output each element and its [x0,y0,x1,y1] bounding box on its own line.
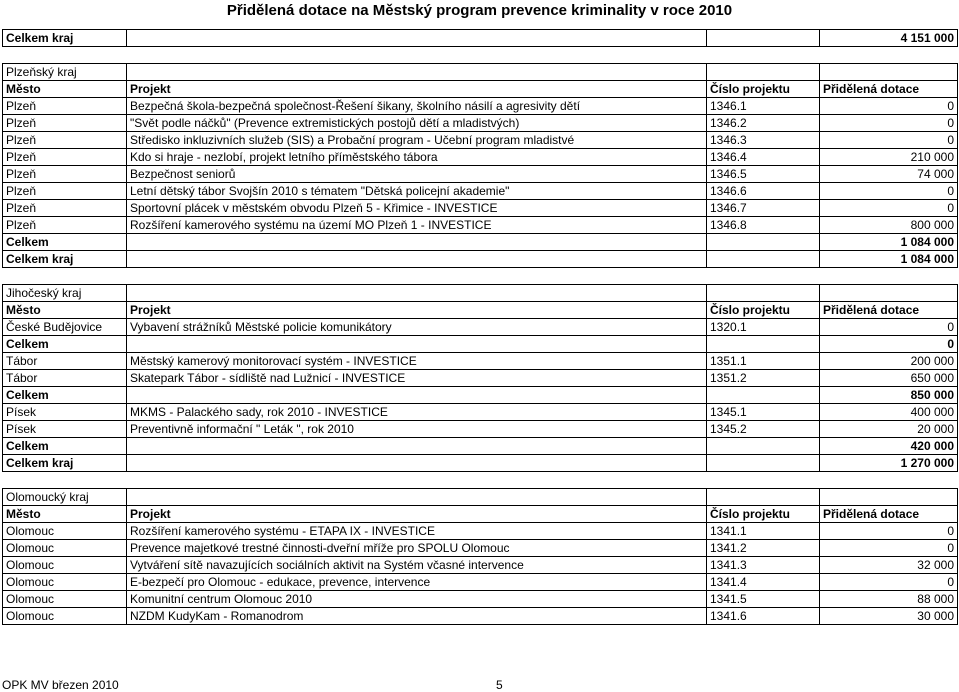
table-row [3,183,958,200]
project-cell: Rozšíření kamerového systému - ETAPA IX - INVESTICE [127,523,707,540]
number-cell: 1346.2 [707,115,820,132]
number-cell: 1345.2 [707,421,820,438]
project-cell: Preventivně informační " Leták ", rok 2010 [127,421,707,438]
table-row [3,608,958,625]
table-row [3,421,958,438]
city-total-label: Celkem [3,387,127,404]
table-row [3,574,958,591]
number-cell: 1341.1 [707,523,820,540]
city-cell: Olomouc [3,574,127,591]
region-name: Jihočeský kraj [3,285,127,302]
region-row-olomoucky [3,489,958,506]
table-row [3,353,958,370]
table-row [3,132,958,149]
project-cell: Komunitní centrum Olomouc 2010 [127,591,707,608]
city-total-label: Celkem [3,336,127,353]
amount-cell: 74 000 [820,166,958,183]
number-cell: 1351.1 [707,353,820,370]
region-total-label: Celkem kraj [3,455,127,472]
footer-source: OPK MV březen 2010 [2,678,119,692]
city-cell: Olomouc [3,557,127,574]
region-row-jihocesky [3,285,958,302]
table-row [3,98,958,115]
amount-cell: 0 [820,319,958,336]
project-cell: Prevence majetkové trestné činnosti-dveřní mříže pro SPOLU Olomouc [127,540,707,557]
project-cell: NZDM KudyKam - Romanodrom [127,608,707,625]
city-cell: Olomouc [3,591,127,608]
number-cell: 1320.1 [707,319,820,336]
col-number: Číslo projektu [707,81,820,98]
column-header-row [3,506,958,523]
table-row [3,523,958,540]
region-total-amount: 1 270 000 [820,455,958,472]
table-row [3,540,958,557]
number-cell: 1345.1 [707,404,820,421]
amount-cell: 30 000 [820,608,958,625]
city-cell: Olomouc [3,540,127,557]
col-city: Město [3,506,127,523]
amount-cell: 88 000 [820,591,958,608]
grant-table [2,29,958,625]
city-cell: Plzeň [3,132,127,149]
city-cell: České Budějovice [3,319,127,336]
city-cell: Plzeň [3,183,127,200]
col-project: Projekt [127,506,707,523]
col-amount: Přidělená dotace [820,302,958,319]
table-row [3,149,958,166]
project-cell: Rozšíření kamerového systému na území MO Plzeň 1 - INVESTICE [127,217,707,234]
city-total-amount: 0 [820,336,958,353]
city-cell: Plzeň [3,200,127,217]
number-cell: 1346.1 [707,98,820,115]
table-row [3,370,958,387]
amount-cell: 0 [820,523,958,540]
table-row [3,557,958,574]
table-row [3,217,958,234]
number-cell: 1341.5 [707,591,820,608]
city-total-amount: 850 000 [820,387,958,404]
table-row [3,404,958,421]
col-city: Město [3,81,127,98]
project-cell: Městský kamerový monitorovací systém - INVESTICE [127,353,707,370]
city-cell: Plzeň [3,217,127,234]
city-total-label: Celkem [3,234,127,251]
project-cell: Letní dětský tábor Svojšín 2010 s tématem "Dětská policejní akademie" [127,183,707,200]
city-cell: Tábor [3,353,127,370]
city-cell: Plzeň [3,98,127,115]
page-title: Přidělená dotace na Městský program prevence kriminality v roce 2010 [226,2,733,19]
column-header-row [3,81,958,98]
grand-total-row [3,30,958,47]
grand-total-label: Celkem kraj [3,30,127,47]
amount-cell: 0 [820,200,958,217]
grand-total-amount: 4 151 000 [820,30,958,47]
amount-cell: 200 000 [820,353,958,370]
region-total-label: Celkem kraj [3,251,127,268]
number-cell: 1341.6 [707,608,820,625]
city-cell: Písek [3,421,127,438]
col-project: Projekt [127,81,707,98]
project-cell: Středisko inkluzivních služeb (SIS) a Probační program - Učební program mladistvé [127,132,707,149]
column-header-row [3,302,958,319]
city-cell: Olomouc [3,608,127,625]
project-cell: Skatepark Tábor - sídliště nad Lužnicí - INVESTICE [127,370,707,387]
amount-cell: 20 000 [820,421,958,438]
amount-cell: 0 [820,540,958,557]
page-number: 5 [496,678,503,692]
region-total-amount: 1 084 000 [820,251,958,268]
amount-cell: 0 [820,115,958,132]
project-cell: Sportovní plácek v městském obvodu Plzeň 5 - Křimice - INVESTICE [127,200,707,217]
col-amount: Přidělená dotace [820,506,958,523]
col-amount: Přidělená dotace [820,81,958,98]
table-row [3,166,958,183]
number-cell: 1341.4 [707,574,820,591]
city-cell: Plzeň [3,166,127,183]
city-total-row [3,336,958,353]
amount-cell: 0 [820,183,958,200]
city-cell: Plzeň [3,149,127,166]
amount-cell: 0 [820,98,958,115]
project-cell: E-bezpečí pro Olomouc - edukace, prevence, intervence [127,574,707,591]
amount-cell: 210 000 [820,149,958,166]
table-row [3,200,958,217]
project-cell: Bezpečnost seniorů [127,166,707,183]
city-cell: Tábor [3,370,127,387]
col-project: Projekt [127,302,707,319]
region-total-row [3,455,958,472]
project-cell: "Svět podle náčků" (Prevence extremistických postojů dětí a mladistvých) [127,115,707,132]
amount-cell: 650 000 [820,370,958,387]
col-number: Číslo projektu [707,302,820,319]
region-row-plzen [3,64,958,81]
city-total-row [3,234,958,251]
number-cell: 1346.8 [707,217,820,234]
number-cell: 1346.3 [707,132,820,149]
number-cell: 1351.2 [707,370,820,387]
number-cell: 1341.2 [707,540,820,557]
city-cell: Písek [3,404,127,421]
amount-cell: 0 [820,574,958,591]
table-row [3,591,958,608]
city-total-row [3,438,958,455]
amount-cell: 400 000 [820,404,958,421]
col-city: Město [3,302,127,319]
city-total-amount: 420 000 [820,438,958,455]
project-cell: Vytváření sítě navazujících sociálních aktivit na Systém včasné intervence [127,557,707,574]
region-name: Plzeňský kraj [3,64,127,81]
amount-cell: 0 [820,132,958,149]
number-cell: 1346.7 [707,200,820,217]
number-cell: 1341.3 [707,557,820,574]
city-cell: Plzeň [3,115,127,132]
table-row [3,319,958,336]
city-cell: Olomouc [3,523,127,540]
city-total-label: Celkem [3,438,127,455]
table-row [3,115,958,132]
number-cell: 1346.6 [707,183,820,200]
city-total-amount: 1 084 000 [820,234,958,251]
amount-cell: 32 000 [820,557,958,574]
region-total-row [3,251,958,268]
project-cell: Bezpečná škola-bezpečná společnost-Řešení šikany, školního násilí a agresivity dětí [127,98,707,115]
project-cell: MKMS - Palackého sady, rok 2010 - INVESTICE [127,404,707,421]
region-name: Olomoucký kraj [3,489,127,506]
number-cell: 1346.5 [707,166,820,183]
col-number: Číslo projektu [707,506,820,523]
project-cell: Vybavení strážníků Městské policie komunikátory [127,319,707,336]
city-total-row [3,387,958,404]
number-cell: 1346.4 [707,149,820,166]
project-cell: Kdo si hraje - nezlobí, projekt letního příměstského tábora [127,149,707,166]
amount-cell: 800 000 [820,217,958,234]
